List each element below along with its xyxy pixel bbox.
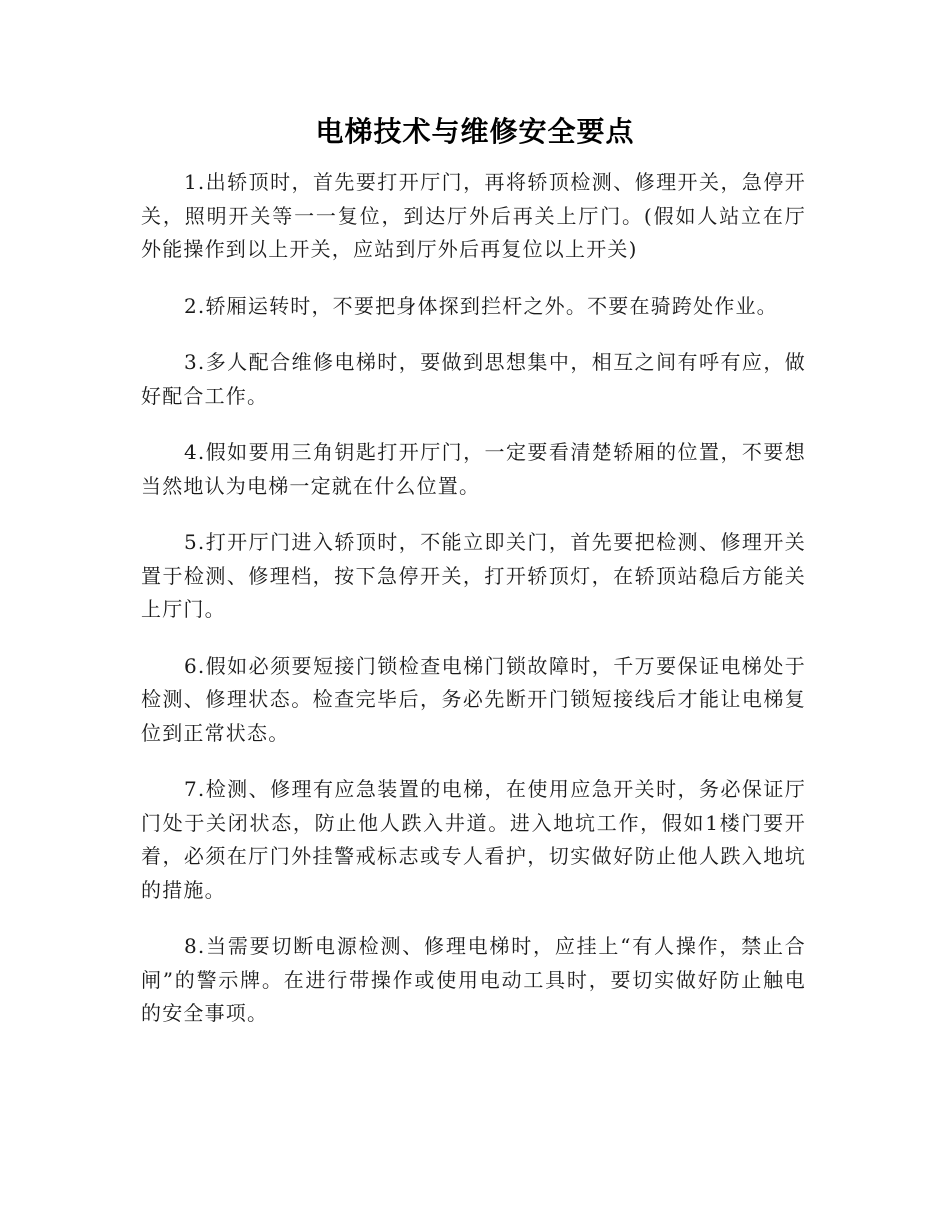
paragraph-2: 2.轿厢运转时，不要把身体探到拦杆之外。不要在骑跨处作业。 (184, 293, 778, 318)
paragraph-6: 6.假如必须要短接门锁检查电梯门锁故障时，千万要保证电梯处于检测、修理状态。检查完毕后，务必先断开门锁短接线后才能让电梯复位到正常状态。 (141, 653, 806, 745)
paragraph-4: 4.假如要用三角钥匙打开厅门，一定要看清楚轿厢的位置，不要想当然地认为电梯一定就在什么位置。 (141, 440, 806, 498)
paragraph-1: 1.出轿顶时，首先要打开厅门，再将轿顶检测、修理开关，急停开关，照明开关等一一复位，到达厅外后再关上厅门。(假如人站立在厅外能操作到以上开关，应站到厅外后再复位以上开关) (141, 170, 806, 261)
document-title: 电梯技术与维修安全要点 (315, 115, 635, 148)
paragraph-3: 3.多人配合维修电梯时，要做到思想集中，相互之间有呼有应，做好配合工作。 (141, 350, 806, 408)
paragraph-5: 5.打开厅门进入轿顶时，不能立即关门，首先要把检测、修理开关置于检测、修理档，按下急停开关，打开轿顶灯，在轿顶站稳后方能关上厅门。 (141, 530, 806, 621)
paragraph-7: 7.检测、修理有应急装置的电梯，在使用应急开关时，务必保证厅门处于关闭状态，防止他人跌入井道。进入地坑工作，假如1楼门要开着，必须在厅门外挂警戒标志或专人看护，切实做好防止他人跌入地坑的措施。 (141, 777, 806, 902)
paragraph-8: 8.当需要切断电源检测、修理电梯时，应挂上“有人操作，禁止合闸”的警示牌。在进行带操作或使用电动工具时，要切实做好防止触电的安全事项。 (141, 934, 806, 1025)
document-body (141, 166, 806, 1054)
